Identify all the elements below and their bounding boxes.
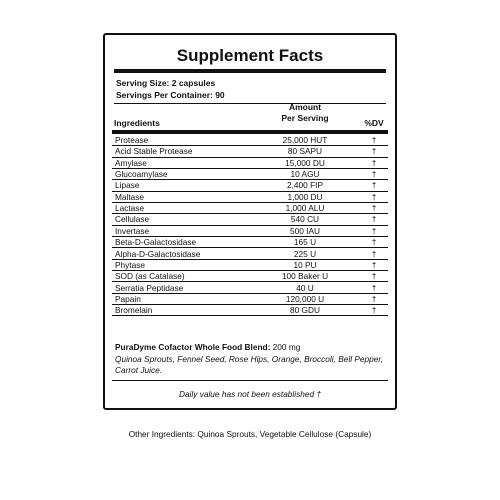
ingredient-name: Alpha-D-Galactosidase (115, 248, 201, 259)
ingredient-name: Lipase (115, 180, 140, 191)
ingredient-name: Serratia Peptidase (115, 282, 184, 293)
ingredient-dv: † (371, 259, 377, 270)
amount-header (253, 102, 357, 124)
ingredient-name: Lactase (115, 203, 145, 214)
ingredient-amount: 10 AGU (290, 169, 320, 180)
ingredient-name: Protease (115, 135, 149, 145)
ingredient-amount: 40 U (296, 282, 314, 293)
ingredient-dv: † (371, 135, 377, 145)
ingredient-name: Papain (115, 293, 141, 304)
ingredient-name: Cellulase (115, 214, 150, 225)
ingredient-dv: † (371, 293, 377, 304)
ingredient-amount: 80 SAPU (287, 146, 323, 157)
other-ingredients: Other Ingredients: Quinoa Sprouts, Vegetable Cellulose (Capsule) (128, 429, 372, 439)
amount-header-line2: Per Serving (281, 113, 329, 123)
table-row (112, 169, 388, 180)
table-row (112, 226, 388, 237)
ingredient-dv: † (371, 146, 377, 157)
ingredient-amount: 165 U (293, 237, 317, 248)
ingredient-dv: † (371, 271, 377, 282)
table-row (112, 271, 388, 282)
cofactor-blend (115, 342, 385, 377)
ingredient-amount: 2,400 FIP (287, 180, 323, 191)
table-row (112, 146, 388, 157)
ingredient-dv: † (371, 305, 377, 316)
blend-amount: 200 mg (270, 342, 301, 352)
ingredient-dv: † (371, 248, 377, 259)
ingredient-amount: 500 IAU (290, 225, 320, 236)
serving-size: Serving Size: 2 capsules (116, 78, 216, 88)
ingredient-name: Bromelain (115, 305, 153, 316)
ingredient-amount: 540 CU (290, 214, 320, 225)
blend-ingredients: Quinoa Sprouts, Fennel Seed, Rose Hips, Orange, Broccoli, Bell Pepper, Carrot Juice. (115, 353, 383, 375)
ingredient-name: SOD (as Catalase) (115, 271, 185, 282)
table-row (112, 294, 388, 305)
table-row (112, 249, 388, 260)
ingredient-name: Beta-D-Galactosidase (115, 237, 197, 248)
ingredient-amount: 10 PU (293, 259, 317, 270)
ingredient-name: Phytase (115, 259, 145, 270)
table-row (112, 192, 388, 203)
ingredient-name: Glucoamylase (115, 169, 168, 180)
ingredient-dv: † (371, 203, 377, 214)
ingredient-dv: † (371, 157, 377, 168)
footnote-rule (112, 380, 388, 381)
panel-title: Supplement Facts (176, 46, 324, 65)
table-row (112, 180, 388, 191)
ingredient-name: Amylase (115, 157, 147, 168)
table-row (112, 158, 388, 169)
footnote: Daily value has not been established † (178, 389, 322, 399)
ingredient-name: Acid Stable Protease (115, 146, 193, 157)
table-row (112, 283, 388, 294)
header-rule (112, 130, 388, 134)
ingredient-dv: † (371, 225, 377, 236)
ingredient-amount: 25,000 HUT (282, 135, 328, 145)
ingredient-amount: 80 GDU (290, 305, 320, 316)
ingredient-amount: 225 U (293, 248, 317, 259)
dv-header: %DV (364, 118, 384, 128)
ingredient-dv: † (371, 282, 377, 293)
ingredient-dv: † (371, 214, 377, 225)
title-rule (114, 69, 386, 73)
ingredient-dv: † (371, 180, 377, 191)
table-row (112, 237, 388, 248)
ingredient-amount: 120,000 U (285, 293, 325, 304)
ingredient-amount: 1,000 DU (287, 191, 323, 202)
table-row (112, 214, 388, 225)
amount-header-line1: Amount (288, 102, 322, 112)
blend-name: PuraDyme Cofactor Whole Food Blend: (115, 342, 271, 352)
ingredient-dv: † (371, 191, 377, 202)
servings-per-container: Servings Per Container: 90 (116, 90, 225, 100)
ingredient-amount: 1,000 ALU (285, 203, 325, 214)
ingredient-dv: † (371, 237, 377, 248)
ingredient-name: Invertase (115, 225, 150, 236)
ingredient-amount: 100 Baker U (281, 271, 329, 282)
table-row (112, 135, 388, 146)
ingredients-header: Ingredients (114, 118, 160, 128)
table-row (112, 305, 388, 316)
ingredient-name: Maltase (115, 191, 145, 202)
table-row (112, 203, 388, 214)
ingredient-dv: † (371, 169, 377, 180)
ingredient-amount: 15,000 DU (285, 157, 325, 168)
table-row (112, 260, 388, 271)
